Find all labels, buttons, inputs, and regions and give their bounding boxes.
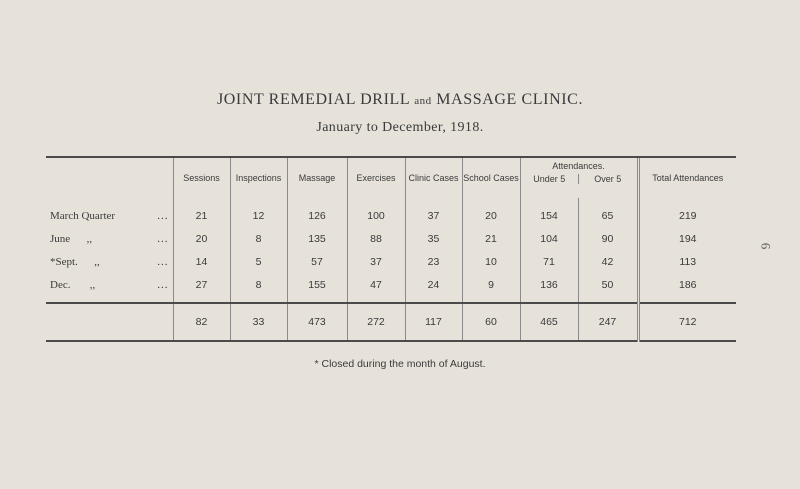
cell: 90 xyxy=(578,227,638,250)
cell: 50 xyxy=(578,273,638,296)
cell: 8 xyxy=(230,227,287,250)
total-cell: 117 xyxy=(405,303,462,341)
header-attendances-group xyxy=(520,158,638,198)
cell: 35 xyxy=(405,227,462,250)
document-title: JOINT REMEDIAL DRILL and MASSAGE CLINIC. xyxy=(216,91,584,108)
cell: 23 xyxy=(405,250,462,273)
totals-row xyxy=(46,303,736,341)
header-inspections: Inspections xyxy=(230,158,287,198)
row-label: June ,, xyxy=(50,232,93,245)
total-cell: 712 xyxy=(638,303,736,341)
cell: 27 xyxy=(173,273,230,296)
cell: 136 xyxy=(520,273,578,296)
cell: 9 xyxy=(462,273,520,296)
cell: 155 xyxy=(287,273,347,296)
cell: 194 xyxy=(638,227,736,250)
cell: 42 xyxy=(578,250,638,273)
attendance-table xyxy=(46,156,736,342)
header-exercises: Exercises xyxy=(347,158,405,198)
cell: 20 xyxy=(462,204,520,227)
cell: 219 xyxy=(638,204,736,227)
cell: 8 xyxy=(230,273,287,296)
table-header-row xyxy=(46,158,736,198)
row-label: *Sept. ,, xyxy=(50,255,100,268)
total-cell: 272 xyxy=(347,303,405,341)
header-attendances: Attendances. xyxy=(552,161,605,171)
cell: 65 xyxy=(578,204,638,227)
header-under5: Under 5 xyxy=(533,174,566,184)
cell: 37 xyxy=(347,250,405,273)
row-label: Dec. ,, xyxy=(50,278,96,291)
document-subtitle: January to December, 1918. xyxy=(316,120,484,135)
total-cell: 473 xyxy=(287,303,347,341)
cell: 37 xyxy=(405,204,462,227)
cell: 126 xyxy=(287,204,347,227)
cell: 135 xyxy=(287,227,347,250)
total-cell: 247 xyxy=(578,303,638,341)
cell: 113 xyxy=(638,250,736,273)
total-cell: 33 xyxy=(230,303,287,341)
page-mark: 6 xyxy=(758,242,774,250)
header-total-attendances: Total Attendances xyxy=(638,158,736,198)
table-row: June ,, ... 20 8 135 88 35 21 104 90 194 xyxy=(46,227,736,250)
header-over5: Over 5 xyxy=(578,174,637,184)
header-massage: Massage xyxy=(287,158,347,198)
cell: 186 xyxy=(638,273,736,296)
table-row: March Quarter ... 21 12 126 100 37 20 154 65 219 xyxy=(46,204,736,227)
header-clinic-cases: Clinic Cases xyxy=(405,158,462,198)
total-cell: 60 xyxy=(462,303,520,341)
cell: 14 xyxy=(173,250,230,273)
cell: 88 xyxy=(347,227,405,250)
footnote: * Closed during the month of August. xyxy=(314,358,486,370)
cell: 21 xyxy=(173,204,230,227)
cell: 71 xyxy=(520,250,578,273)
table-row: Dec. ,, ... 27 8 155 47 24 9 136 50 186 xyxy=(46,273,736,296)
cell: 154 xyxy=(520,204,578,227)
cell: 20 xyxy=(173,227,230,250)
cell: 21 xyxy=(462,227,520,250)
cell: 57 xyxy=(287,250,347,273)
cell: 10 xyxy=(462,250,520,273)
cell: 12 xyxy=(230,204,287,227)
header-school-cases: School Cases xyxy=(462,158,520,198)
cell: 100 xyxy=(347,204,405,227)
cell: 5 xyxy=(230,250,287,273)
cell: 24 xyxy=(405,273,462,296)
header-sessions: Sessions xyxy=(173,158,230,198)
cell: 47 xyxy=(347,273,405,296)
cell: 104 xyxy=(520,227,578,250)
total-cell: 82 xyxy=(173,303,230,341)
row-label: March Quarter xyxy=(50,209,116,222)
total-cell: 465 xyxy=(520,303,578,341)
table-row: *Sept. ,, ... 14 5 57 37 23 10 71 42 113 xyxy=(46,250,736,273)
